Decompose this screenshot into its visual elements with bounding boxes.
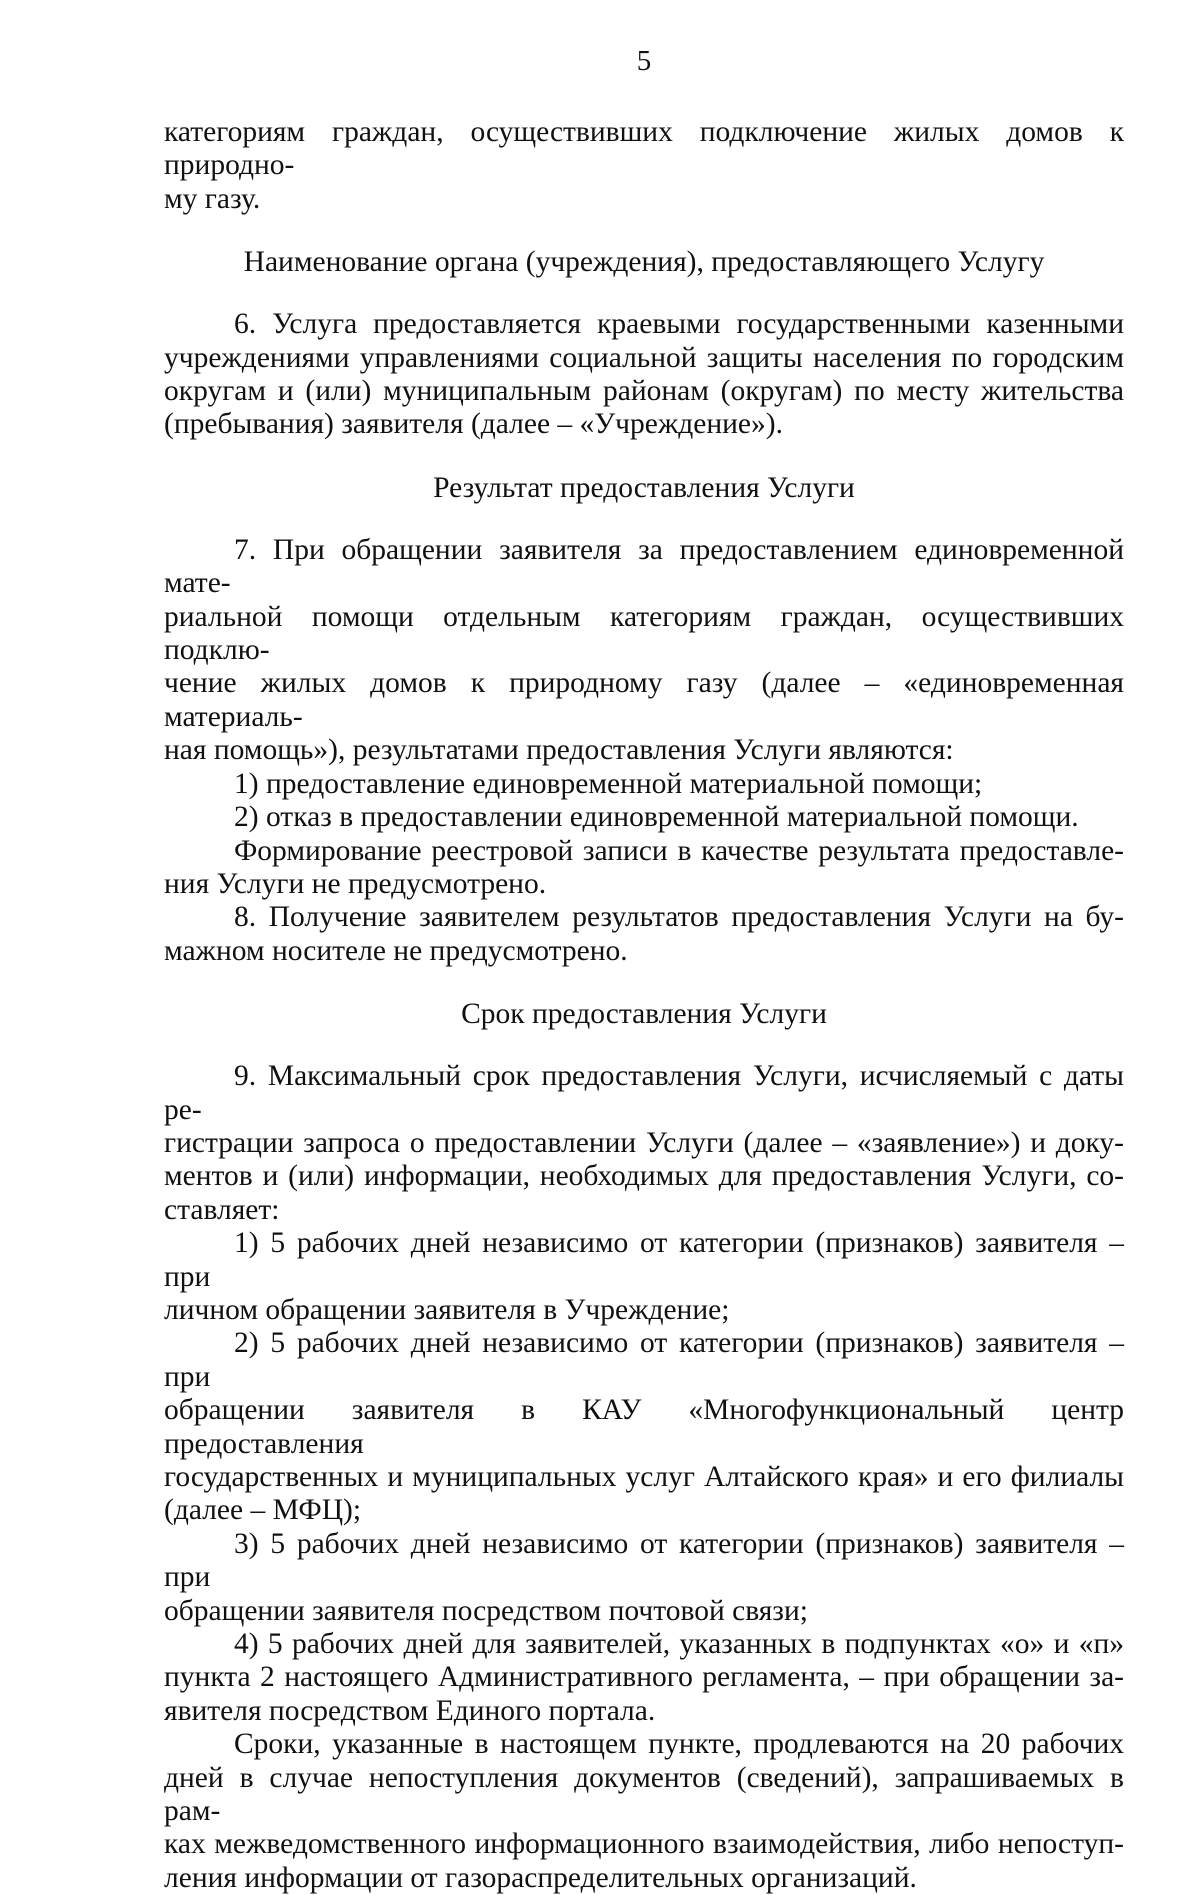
page-number: 5 — [636, 45, 652, 77]
text-line: 4) 5 рабочих дней для заявителей, указанных в подпунктах «о» и «п» — [234, 1628, 1124, 1661]
text-line: ная помощь»), результатами предоставления Услуги являются: — [164, 734, 954, 767]
intro-line: му газу. — [164, 182, 261, 215]
text-line: ставляет: — [164, 1193, 280, 1226]
text-line: Формирование реестровой записи в качестве результата предоставле- — [234, 834, 1124, 867]
text-line: Сроки, указанные в настоящем пункте, продлеваются на 20 рабочих — [234, 1728, 1124, 1761]
text-line: учреждениями управлениями социальной защиты населения по городским — [164, 341, 1124, 374]
text-line: 9. Максимальный срок предоставления Услуги, исчисляемый с даты ре- — [164, 1060, 1124, 1126]
text-line: 2) отказ в предоставлении единовременной материальной помощи. — [234, 801, 1079, 834]
section-heading: Наименование органа (учреждения), предоставляющего Услугу — [243, 246, 1045, 279]
paragraph — [164, 1060, 1124, 1227]
text-line: гистрации запроса о предоставлении Услуги (далее – «заявление») и доку- — [164, 1126, 1124, 1159]
text-line: обращении заявителя в КАУ «Многофункциональный центр предоставления — [164, 1394, 1124, 1460]
section-heading: Срок предоставления Услуги — [461, 998, 827, 1031]
paragraph — [164, 835, 1124, 902]
section-heading: Результат предоставления Услуги — [433, 471, 855, 504]
text-line: округам и (или) муниципальным районам (округам) по месту жительства — [164, 375, 1124, 408]
paragraph — [164, 1327, 1124, 1527]
text-line: обращении заявителя посредством почтовой связи; — [164, 1594, 808, 1627]
text-line: явителя посредством Единого портала. — [164, 1694, 656, 1727]
paragraph — [164, 1227, 1124, 1327]
paragraph — [164, 1528, 1124, 1628]
text-line: ния Услуги не предусмотрено. — [164, 867, 547, 900]
text-line: 2) 5 рабочих дней независимо от категории (признаков) заявителя – при — [164, 1327, 1124, 1393]
text-line: 1) предоставление единовременной материальной помощи; — [234, 767, 983, 800]
paragraph — [164, 1628, 1124, 1728]
document-page — [164, 0, 1124, 1894]
text-line: мажном носителе не предусмотрено. — [164, 934, 628, 967]
text-line: риальной помощи отдельным категориям граждан, осуществивших подклю- — [164, 600, 1124, 667]
text-line: 7. При обращении заявителя за предоставлением единовременной мате- — [164, 533, 1124, 600]
text-line: ках межведомственного информационного взаимодействия, либо непоступ- — [164, 1828, 1124, 1861]
paragraph — [164, 308, 1124, 442]
text-line: ментов и (или) информации, необходимых для предоставления Услуги, со- — [164, 1160, 1124, 1193]
text-line: чение жилых домов к природному газу (далее – «единовременная материаль- — [164, 667, 1124, 733]
text-line: 3) 5 рабочих дней независимо от категории (признаков) заявителя – при — [164, 1527, 1124, 1594]
text-line: государственных и муниципальных услуг Алтайского края» и его филиалы — [164, 1461, 1124, 1493]
text-line: 1) 5 рабочих дней независимо от категории (признаков) заявителя – при — [164, 1227, 1124, 1293]
text-line: (далее – МФЦ); — [164, 1494, 362, 1527]
text-line: (пребывания) заявителя (далее – «Учреждение»). — [164, 408, 783, 441]
text-line: 8. Получение заявителем результатов предоставления Услуги на бу- — [234, 901, 1124, 934]
paragraph — [164, 1728, 1124, 1895]
text-line: пункта 2 настоящего Административного регламента, – при обращении за- — [164, 1661, 1124, 1694]
paragraph — [164, 534, 1124, 768]
text-line: 6. Услуга предоставляется краевыми государственными казенными — [234, 308, 1124, 341]
text-line: ления информации от газораспределительных организаций. — [164, 1861, 917, 1894]
text-line: личном обращении заявителя в Учреждение; — [164, 1293, 730, 1326]
text-line: дней в случае непоступления документов (сведений), запрашиваемых в рам- — [164, 1761, 1124, 1828]
intro-line: категориям граждан, осуществивших подключение жилых домов к природно- — [164, 116, 1124, 182]
document-body — [164, 116, 1124, 1895]
paragraph — [164, 768, 1124, 801]
paragraph — [164, 901, 1124, 968]
paragraph — [164, 801, 1124, 834]
